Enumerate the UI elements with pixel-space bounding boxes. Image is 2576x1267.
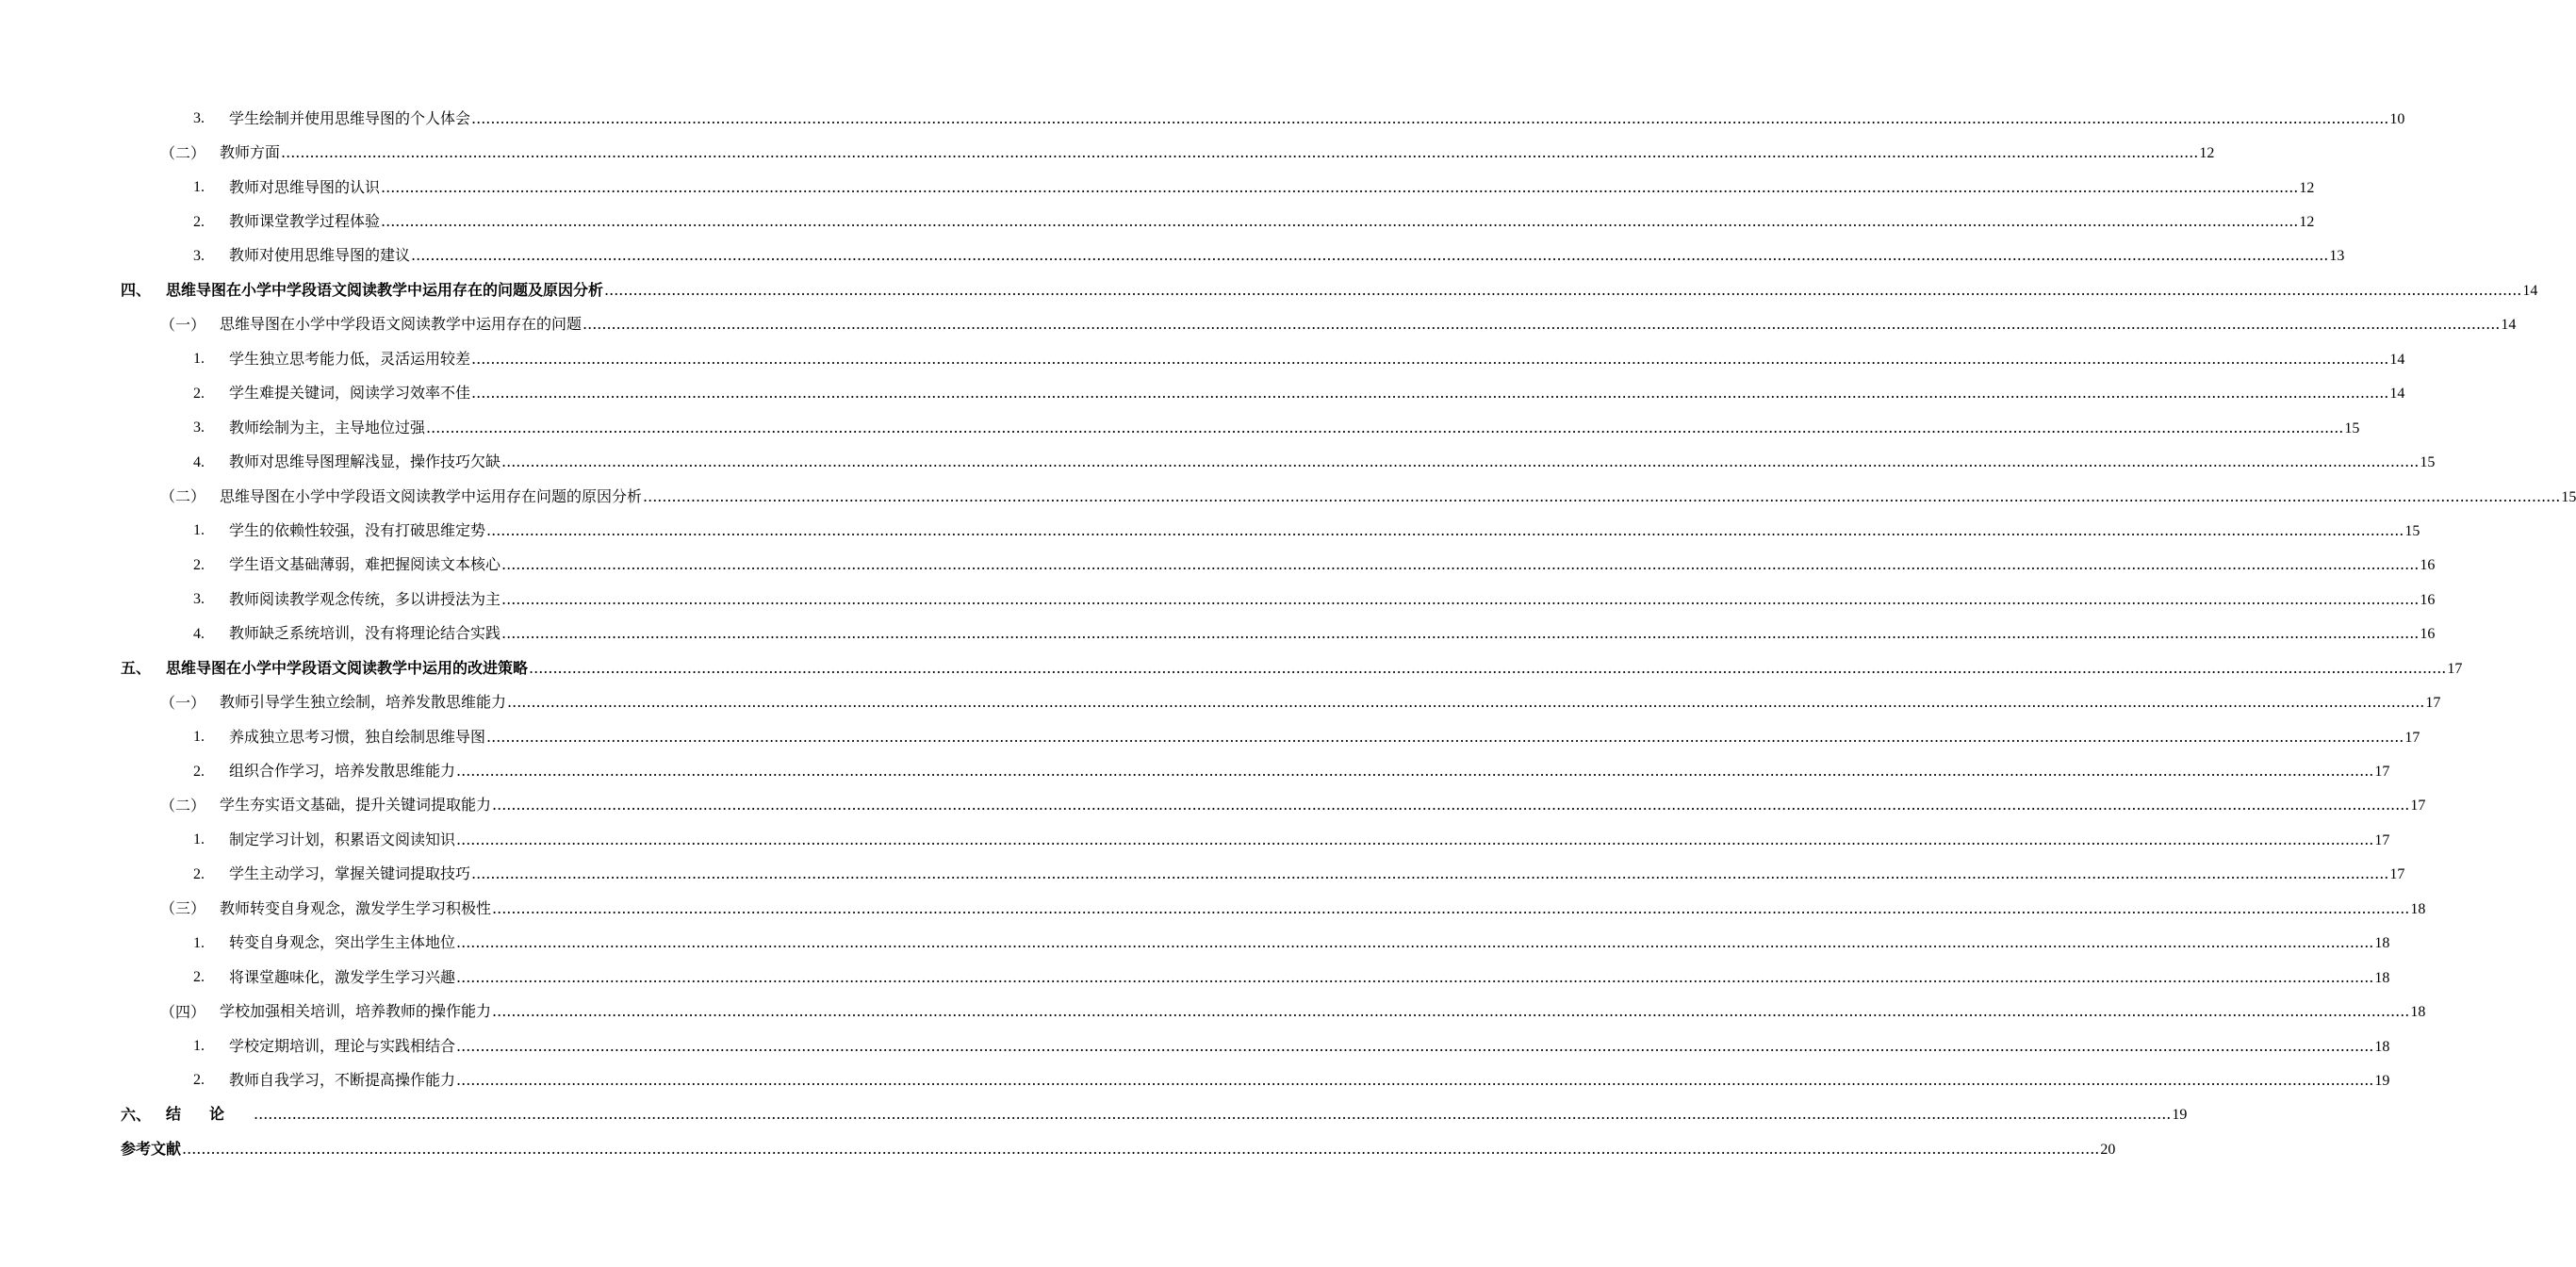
toc-entry[interactable]	[0, 411, 2360, 445]
dot-leader: ................................................................................................................................................................................................................................................................................................................................................................................................................	[604, 280, 2522, 299]
toc-entry-title: 学校加强相关培训，培养教师的操作能力	[220, 1002, 492, 1021]
toc-entry-page-number: 14	[2389, 386, 2405, 403]
toc-entry[interactable]	[0, 685, 2441, 719]
toc-entry-page-number: 18	[2374, 1038, 2390, 1055]
dot-leader: ................................................................................................................................................................................................................................................................................................................................................................................................................	[492, 898, 2410, 917]
toc-entry[interactable]	[0, 1029, 2390, 1063]
toc-entry-number: 四、	[121, 281, 152, 300]
toc-entry[interactable]	[0, 136, 2215, 170]
toc-entry-number: 2.	[193, 385, 205, 402]
dot-leader: ................................................................................................................................................................................................................................................................................................................................................................................................................	[507, 693, 2425, 712]
table-of-contents	[0, 102, 2576, 1167]
toc-entry-title: 思维导图在小学中学段语文阅读教学中运用的改进策略	[166, 658, 529, 677]
toc-entry-title: 学校定期培训，理论与实践相结合	[229, 1036, 456, 1055]
dot-leader: ................................................................................................................................................................................................................................................................................................................................................................................................................	[486, 727, 2404, 746]
dot-leader: ................................................................................................................................................................................................................................................................................................................................................................................................................	[471, 864, 2389, 883]
toc-entry-page-number: 16	[2420, 591, 2436, 608]
toc-entry-page-number: 19	[2374, 1072, 2390, 1089]
toc-entry-number: 2.	[193, 969, 205, 986]
toc-entry-page-number: 17	[2404, 729, 2420, 746]
dot-leader: ................................................................................................................................................................................................................................................................................................................................................................................................................	[501, 555, 2420, 574]
toc-entry-page-number: 14	[2501, 317, 2517, 334]
dot-leader: ................................................................................................................................................................................................................................................................................................................................................................................................................	[471, 384, 2389, 403]
toc-entry-page-number: 17	[2374, 764, 2390, 781]
toc-entry-title: 教师方面	[220, 143, 281, 162]
toc-entry[interactable]	[0, 171, 2315, 205]
toc-entry-number: 1.	[193, 522, 205, 539]
toc-entry-page-number: 12	[2199, 145, 2215, 162]
toc-entry-title: 思维导图在小学中学段语文阅读教学中运用存在的问题	[220, 315, 582, 334]
dot-leader: ................................................................................................................................................................................................................................................................................................................................................................................................................	[501, 452, 2420, 471]
toc-entry-page-number: 17	[2410, 798, 2426, 814]
toc-entry-title: 学生绘制并使用思维导图的个人体会	[229, 108, 471, 127]
toc-entry[interactable]	[0, 754, 2390, 788]
dot-leader: ................................................................................................................................................................................................................................................................................................................................................................................................................	[456, 933, 2374, 952]
toc-entry-page-number: 17	[2374, 831, 2390, 848]
toc-entry-page-number: 14	[2522, 282, 2538, 299]
toc-entry-title: 将课堂趣味化，激发学生学习兴趣	[229, 967, 456, 986]
dot-leader: ................................................................................................................................................................................................................................................................................................................................................................................................................	[456, 1070, 2374, 1089]
toc-entry[interactable]	[0, 617, 2436, 651]
toc-entry-title: 学生语文基础薄弱，难把握阅读文本核心	[229, 555, 501, 574]
toc-entry[interactable]	[0, 549, 2436, 583]
toc-entry-title: 学生主动学习，掌握关键词提取技巧	[229, 864, 471, 883]
toc-entry-number: 1.	[193, 351, 205, 368]
toc-entry-page-number: 18	[2410, 1004, 2426, 1021]
toc-entry-number: 2.	[193, 213, 205, 230]
toc-entry-number: 2.	[193, 556, 205, 573]
toc-entry[interactable]	[0, 995, 2426, 1028]
dot-leader: ................................................................................................................................................................................................................................................................................................................................................................................................................	[456, 762, 2374, 781]
toc-entry-number: 1.	[193, 179, 205, 196]
toc-entry-number: 1.	[193, 934, 205, 951]
toc-entry-title: 组织合作学习，培养发散思维能力	[229, 762, 456, 781]
toc-entry-page-number: 10	[2389, 110, 2405, 127]
toc-entry-number: 2.	[193, 1072, 205, 1089]
toc-entry[interactable]	[0, 1063, 2390, 1097]
toc-entry[interactable]	[0, 1132, 2116, 1166]
toc-entry[interactable]	[0, 377, 2405, 411]
toc-entry[interactable]	[0, 892, 2426, 926]
dot-leader: ................................................................................................................................................................................................................................................................................................................................................................................................................	[529, 658, 2447, 677]
toc-entry-title: 教师阅读教学观念传统，多以讲授法为主	[229, 589, 501, 608]
toc-entry-title: 学生的依赖性较强，没有打破思维定势	[229, 520, 486, 539]
toc-entry-number: 4.	[193, 625, 205, 642]
toc-entry[interactable]	[0, 858, 2405, 892]
toc-entry[interactable]	[0, 239, 2345, 273]
toc-entry-title: 转变自身观念，突出学生主体地位	[229, 933, 456, 952]
dot-leader: ................................................................................................................................................................................................................................................................................................................................................................................................................	[182, 1139, 2100, 1158]
toc-entry[interactable]	[0, 927, 2390, 961]
dot-leader: ................................................................................................................................................................................................................................................................................................................................................................................................................	[381, 177, 2299, 196]
toc-entry[interactable]	[0, 1098, 2188, 1132]
toc-entry-number: （二）	[160, 143, 206, 162]
toc-entry[interactable]	[0, 273, 2538, 307]
toc-entry-page-number: 13	[2329, 248, 2345, 265]
toc-entry-title: 教师对思维导图的认识	[229, 177, 381, 196]
toc-entry-title: 教师绘制为主，主导地位过强	[229, 418, 426, 436]
toc-entry-title: 养成独立思考习惯，独自绘制思维导图	[229, 727, 486, 746]
dot-leader: ................................................................................................................................................................................................................................................................................................................................................................................................................	[456, 830, 2374, 848]
toc-entry-number: 4.	[193, 453, 205, 470]
toc-entry-page-number: 17	[2447, 660, 2463, 677]
toc-entry-number: 2.	[193, 865, 205, 882]
toc-entry-number: （二）	[160, 487, 206, 506]
toc-entry-title: 学生难提关键词，阅读学习效率不佳	[229, 384, 471, 403]
toc-entry-number: 1.	[193, 729, 205, 746]
toc-entry[interactable]	[0, 789, 2426, 823]
toc-entry-number: 六、	[121, 1105, 152, 1124]
toc-entry-title: 思维导图在小学中学段语文阅读教学中运用存在的问题及原因分析	[166, 280, 604, 299]
dot-leader: ................................................................................................................................................................................................................................................................................................................................................................................................................	[426, 418, 2344, 436]
toc-entry-title: 结论	[166, 1105, 254, 1124]
dot-leader: ................................................................................................................................................................................................................................................................................................................................................................................................................	[582, 315, 2501, 334]
toc-entry-page-number: 19	[2172, 1107, 2188, 1124]
toc-entry-number: 五、	[121, 659, 152, 678]
dot-leader: ................................................................................................................................................................................................................................................................................................................................................................................................................	[381, 212, 2299, 231]
toc-entry-page-number: 15	[2420, 454, 2436, 471]
dot-leader: ................................................................................................................................................................................................................................................................................................................................................................................................................	[254, 1105, 2172, 1124]
toc-entry[interactable]	[0, 514, 2420, 548]
toc-entry-page-number: 14	[2389, 351, 2405, 368]
toc-entry[interactable]	[0, 445, 2436, 479]
toc-entry-number: （一）	[160, 315, 206, 334]
toc-entry-title: 学生夯实语文基础，提升关键词提取能力	[220, 796, 492, 814]
toc-entry-title: 教师引导学生独立绘制，培养发散思维能力	[220, 693, 507, 712]
toc-entry-title: 学生独立思考能力低，灵活运用较差	[229, 349, 471, 368]
dot-leader: ................................................................................................................................................................................................................................................................................................................................................................................................................	[411, 246, 2329, 265]
toc-entry-page-number: 18	[2410, 900, 2426, 917]
dot-leader: ................................................................................................................................................................................................................................................................................................................................................................................................................	[643, 486, 2561, 505]
toc-entry-page-number: 17	[2425, 695, 2441, 712]
dot-leader: ................................................................................................................................................................................................................................................................................................................................................................................................................	[501, 624, 2420, 643]
toc-entry-title: 教师缺乏系统培训，没有将理论结合实践	[229, 624, 501, 643]
dot-leader: ................................................................................................................................................................................................................................................................................................................................................................................................................	[471, 108, 2389, 127]
toc-entry-title: 教师对思维导图理解浅显，操作技巧欠缺	[229, 452, 501, 471]
dot-leader: ................................................................................................................................................................................................................................................................................................................................................................................................................	[456, 967, 2374, 986]
toc-entry-page-number: 17	[2389, 866, 2405, 883]
dot-leader: ................................................................................................................................................................................................................................................................................................................................................................................................................	[471, 349, 2389, 368]
toc-entry-number: 3.	[193, 591, 205, 608]
toc-entry-page-number: 12	[2299, 179, 2315, 196]
toc-entry[interactable]	[0, 583, 2436, 617]
dot-leader: ................................................................................................................................................................................................................................................................................................................................................................................................................	[486, 520, 2404, 539]
toc-entry-number: （二）	[160, 796, 206, 814]
toc-entry-title: 教师转变自身观念，激发学生学习积极性	[220, 898, 492, 917]
toc-entry-number: 2.	[193, 763, 205, 780]
dot-leader: ................................................................................................................................................................................................................................................................................................................................................................................................................	[492, 1002, 2410, 1021]
toc-entry-title: 教师课堂教学过程体验	[229, 212, 381, 231]
toc-entry-page-number: 15	[2561, 488, 2576, 505]
toc-entry-title: 参考文献	[121, 1139, 182, 1158]
toc-entry[interactable]	[0, 651, 2463, 685]
toc-entry-title: 制定学习计划，积累语文阅读知识	[229, 830, 456, 848]
toc-entry[interactable]	[0, 205, 2315, 239]
toc-entry-page-number: 15	[2344, 420, 2360, 436]
toc-entry[interactable]	[0, 720, 2420, 754]
toc-entry-page-number: 18	[2374, 935, 2390, 952]
toc-entry-number: （四）	[160, 1002, 206, 1021]
toc-entry[interactable]	[0, 102, 2405, 136]
toc-entry-page-number: 16	[2420, 626, 2436, 643]
dot-leader: ................................................................................................................................................................................................................................................................................................................................................................................................................	[281, 143, 2199, 162]
toc-entry-number: 1.	[193, 831, 205, 848]
dot-leader: ................................................................................................................................................................................................................................................................................................................................................................................................................	[456, 1036, 2374, 1055]
toc-entry-page-number: 16	[2420, 557, 2436, 574]
toc-entry-number: 3.	[193, 247, 205, 264]
toc-entry[interactable]	[0, 342, 2405, 376]
toc-entry-page-number: 20	[2100, 1141, 2116, 1158]
toc-entry[interactable]	[0, 961, 2390, 995]
toc-entry[interactable]	[0, 308, 2517, 342]
toc-entry-title: 教师自我学习，不断提高操作能力	[229, 1070, 456, 1089]
toc-entry-page-number: 15	[2404, 522, 2420, 539]
toc-entry-number: 3.	[193, 110, 205, 127]
toc-entry[interactable]	[0, 480, 2576, 514]
toc-entry-number: 1.	[193, 1038, 205, 1055]
toc-entry-number: 3.	[193, 420, 205, 436]
toc-entry-title: 教师对使用思维导图的建议	[229, 246, 411, 265]
dot-leader: ................................................................................................................................................................................................................................................................................................................................................................................................................	[492, 796, 2410, 814]
toc-entry-page-number: 12	[2299, 214, 2315, 231]
toc-entry-title: 思维导图在小学中学段语文阅读教学中运用存在问题的原因分析	[220, 486, 643, 505]
dot-leader: ................................................................................................................................................................................................................................................................................................................................................................................................................	[501, 589, 2420, 608]
toc-entry-number: （一）	[160, 693, 206, 712]
toc-entry-page-number: 18	[2374, 969, 2390, 986]
toc-entry-number: （三）	[160, 899, 206, 918]
toc-entry[interactable]	[0, 823, 2390, 857]
